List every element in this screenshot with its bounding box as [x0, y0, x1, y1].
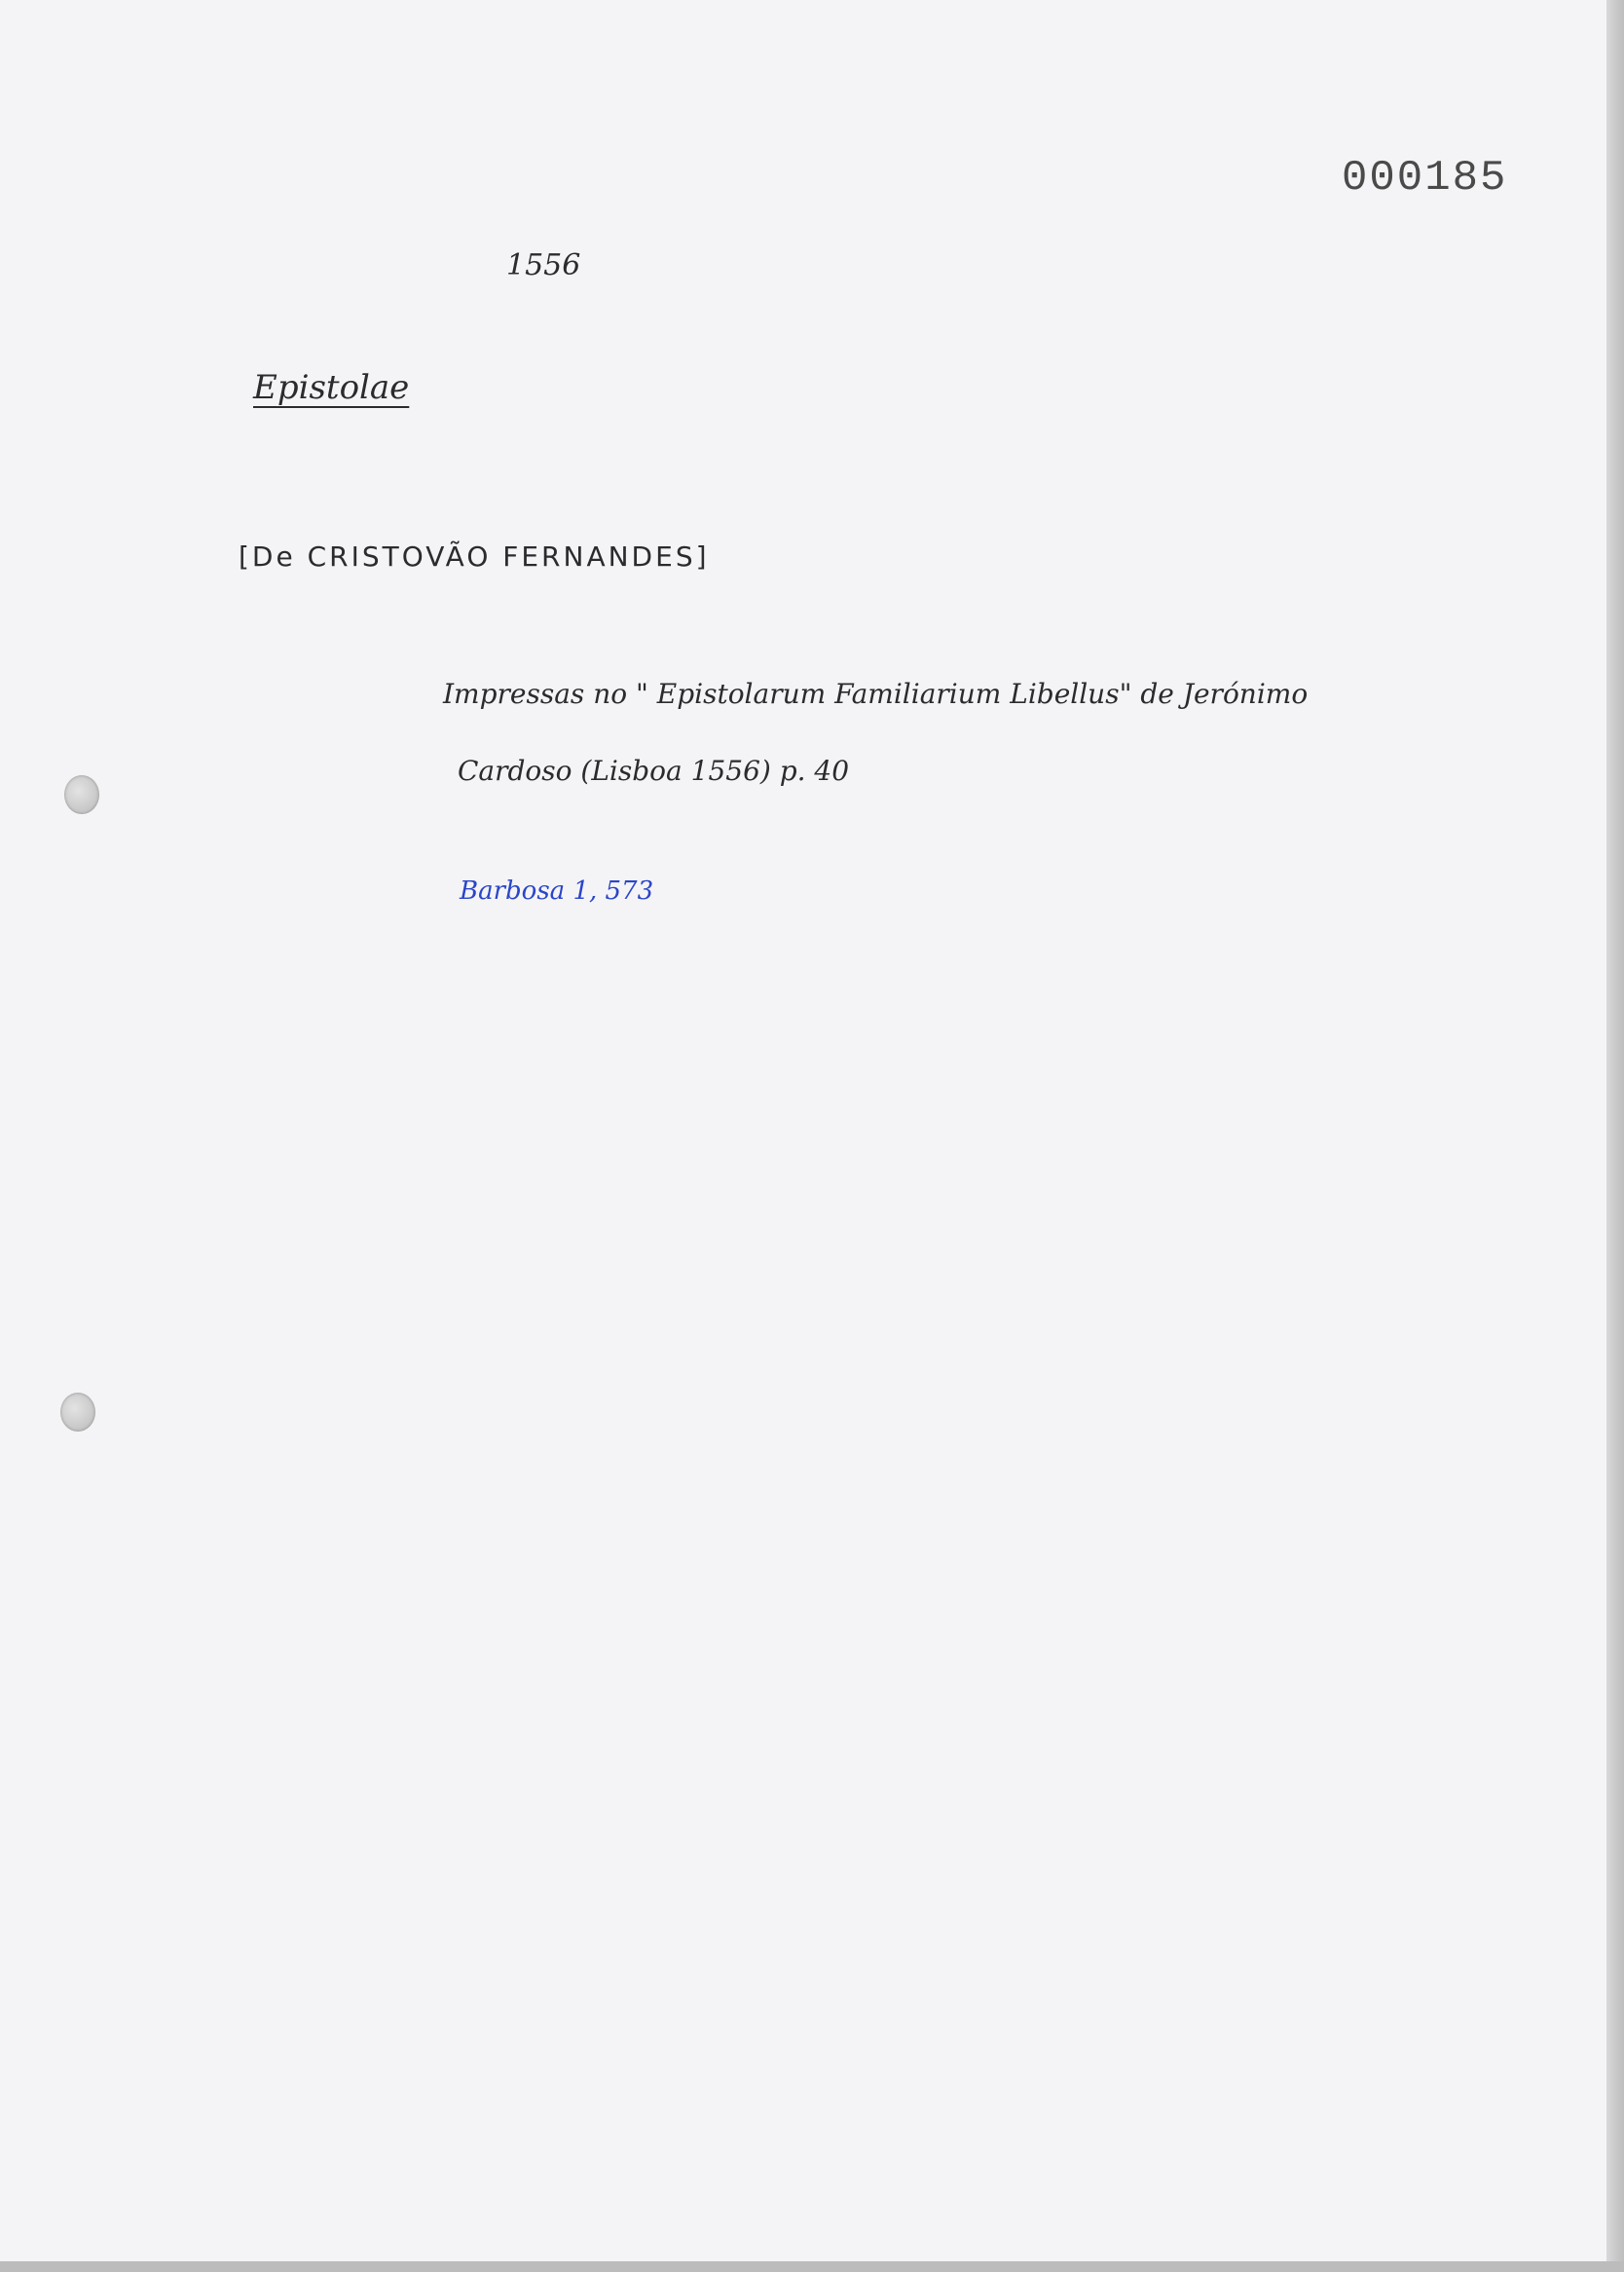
page-edge-bottom	[0, 2261, 1624, 2272]
punch-hole-bottom	[60, 1393, 95, 1432]
punch-hole-top	[64, 775, 99, 814]
document-title: Epistolae	[253, 368, 410, 407]
document-year: 1556	[506, 248, 581, 282]
bibliographic-reference: Barbosa 1, 573	[460, 876, 654, 906]
page-edge-right	[1606, 0, 1624, 2272]
description-line-1: Impressas no " Epistolarum Familiarium Libellus" de Jerónimo	[443, 678, 1309, 710]
author-attribution: [De CRISTOVÃO FERNANDES]	[239, 540, 710, 573]
description-line-2: Cardoso (Lisboa 1556) p. 40	[458, 755, 850, 787]
archive-stamp-number: 000185	[1342, 154, 1508, 203]
